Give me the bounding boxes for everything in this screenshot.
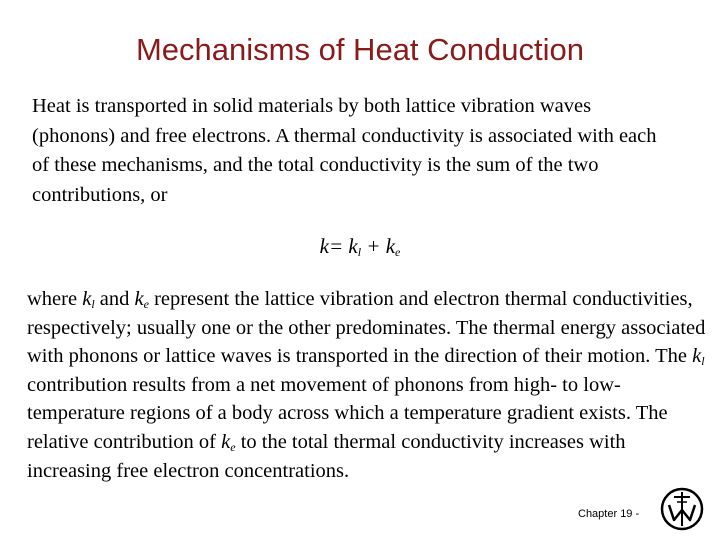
equation-sub-l: l — [357, 245, 362, 259]
body-k3-sub: l — [701, 354, 705, 369]
body-k1-sub: l — [91, 297, 95, 311]
equation-sub-e: e — [395, 245, 401, 259]
publisher-logo-icon — [659, 486, 705, 532]
body-k1: k — [82, 288, 92, 310]
body-k2: k — [134, 288, 144, 310]
body-k2-sub: e — [143, 297, 149, 311]
slide-title: Mechanisms of Heat Conduction — [135, 32, 584, 67]
body-text-5: to the total thermal conductivity increases with increasing free electron concentrations. — [27, 430, 626, 482]
body-text-4: contribution results from a net movement of phonons from high- to low-temperature regions of a body across which a temperature gradient exists. The relative contribution of — [27, 373, 668, 453]
intro-paragraph: Heat is transported in solid materials by both lattice vibration waves (phonons) and free electrons. A thermal conductivity is associated with each of these mechanisms, and the total conductivity is the sum of the two contributions, or — [32, 95, 657, 206]
body-text-1: where — [27, 288, 83, 310]
body-text-3: represent the lattice vibration and electron thermal conductivities, respectively; usually one or the other predominates. The thermal energy associated with phonons or lattice waves is transported in the direction of their motion. The — [27, 288, 706, 368]
body-k4-sub: e — [230, 439, 236, 454]
body-k3: k — [692, 345, 702, 368]
conductivity-equation — [0, 232, 720, 260]
body-paragraph — [27, 285, 707, 485]
body-text-2: and — [94, 288, 135, 310]
equation-lhs: k= k — [319, 234, 358, 258]
chapter-footer: Chapter 19 - — [578, 508, 640, 520]
equation-mid: + k — [361, 234, 396, 258]
body-k4: k — [221, 430, 231, 453]
